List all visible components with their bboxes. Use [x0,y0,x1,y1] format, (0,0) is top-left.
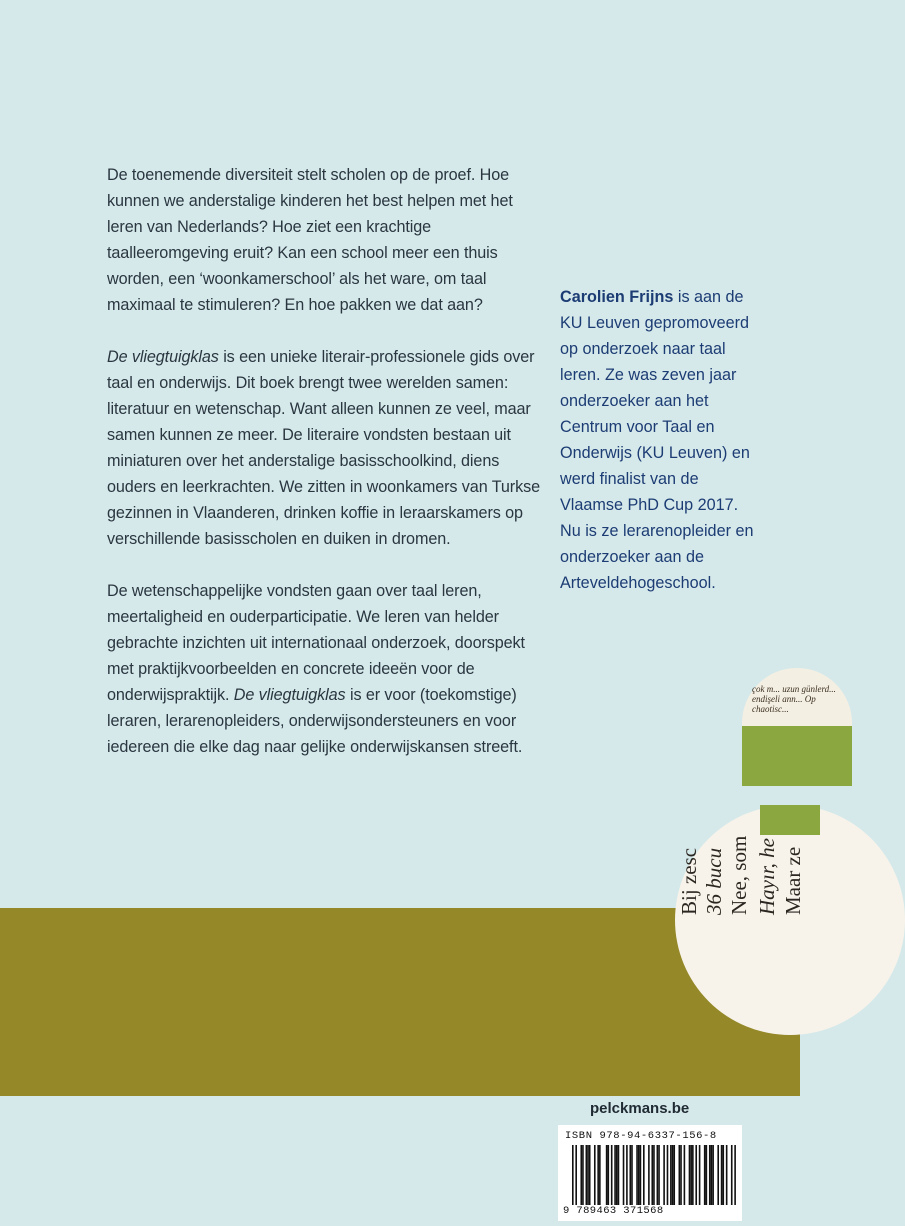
publisher-url: pelckmans.be [590,1100,690,1117]
book-title: De vliegtuigklas [233,686,346,704]
circle-small-green-half [742,726,852,786]
blurb-paragraph-3-end: is er voor (toekomstige) leraren, lerarenopleiders, onderwijsondersteuners en voor iedereen die elke dag naar gelijke onderwijskansen streeft. [107,686,523,756]
blurb-paragraph-2 [107,344,547,552]
blurb-paragraph-1: De toenemende diversiteit stelt scholen op de proef. Hoe kunnen we anderstalige kinderen het best helpen met het leren van Nederlands? Hoe ziet een krachtige taalleeromgeving eruit? Kan een school meer een thuis worden, een ‘woonkamerschool’ als het ware, om taal maximaal te stimuleren? En hoe pakken we dat aan? [107,166,513,314]
book-title: De vliegtuigklas [107,348,219,366]
circle-small-text: çok m... uzun günlerd... endişeli ann... Op chaotisc... [752,684,836,714]
circle-line-1: Bij zesc [677,847,701,915]
blurb-paragraph-3-text: De wetenschappelijke vondsten gaan over taal leren, meertaligheid en ouderparticipatie. We leren van helder gebrachte inzichten uit internationaal onderzoek, doorspekt met praktijkvoorbeelden en concrete ideeën voor de onderwijspraktijk. [107,582,525,704]
author-bio [560,284,760,596]
decorative-circle-small [742,668,852,778]
blurb-paragraph-3 [107,578,547,760]
blurb-paragraph-2-text: is een unieke literair-professionele gids over taal en onderwijs. Dit boek brengt twee werelden samen: literatuur en wetenschap. Want alleen kunnen ze veel, maar samen kunnen ze meer. De literaire vondsten bestaan uit miniaturen over het anderstalige basisschoolkind, diens ouders en leerkrachten. We zitten in woonkamers van Turkse gezinnen in Vlaanderen, drinken koffie in leraarskamers op verschillende basisscholen en duiken in dromen. [107,348,540,548]
barcode-bars [572,1145,736,1205]
barcode [558,1125,742,1221]
decorative-circle-large [675,805,905,1035]
circle-line-4: Hayır, he [755,838,779,915]
blurb-text [107,162,547,786]
isbn-label: ISBN 978-94-6337-156-8 [565,1130,717,1142]
author-bio-text: is aan de KU Leuven gepromoveerd op onderzoek naar taal leren. Ze was zeven jaar onderzoeker aan het Centrum voor Taal en Onderwijs (KU Leuven) en werd finalist van de Vlaamse PhD Cup 2017. Nu is ze lerarenopleider en onderzoeker aan de Arteveldehogeschool. [560,288,754,592]
circle-line-2: 36 bucu [702,847,726,915]
barcode-digits: 9 789463 371568 [563,1205,664,1217]
circle-line-3: Nee, som [727,835,751,915]
circle-line-5: Maar ze [781,846,805,915]
author-name: Carolien Frijns [560,288,674,306]
